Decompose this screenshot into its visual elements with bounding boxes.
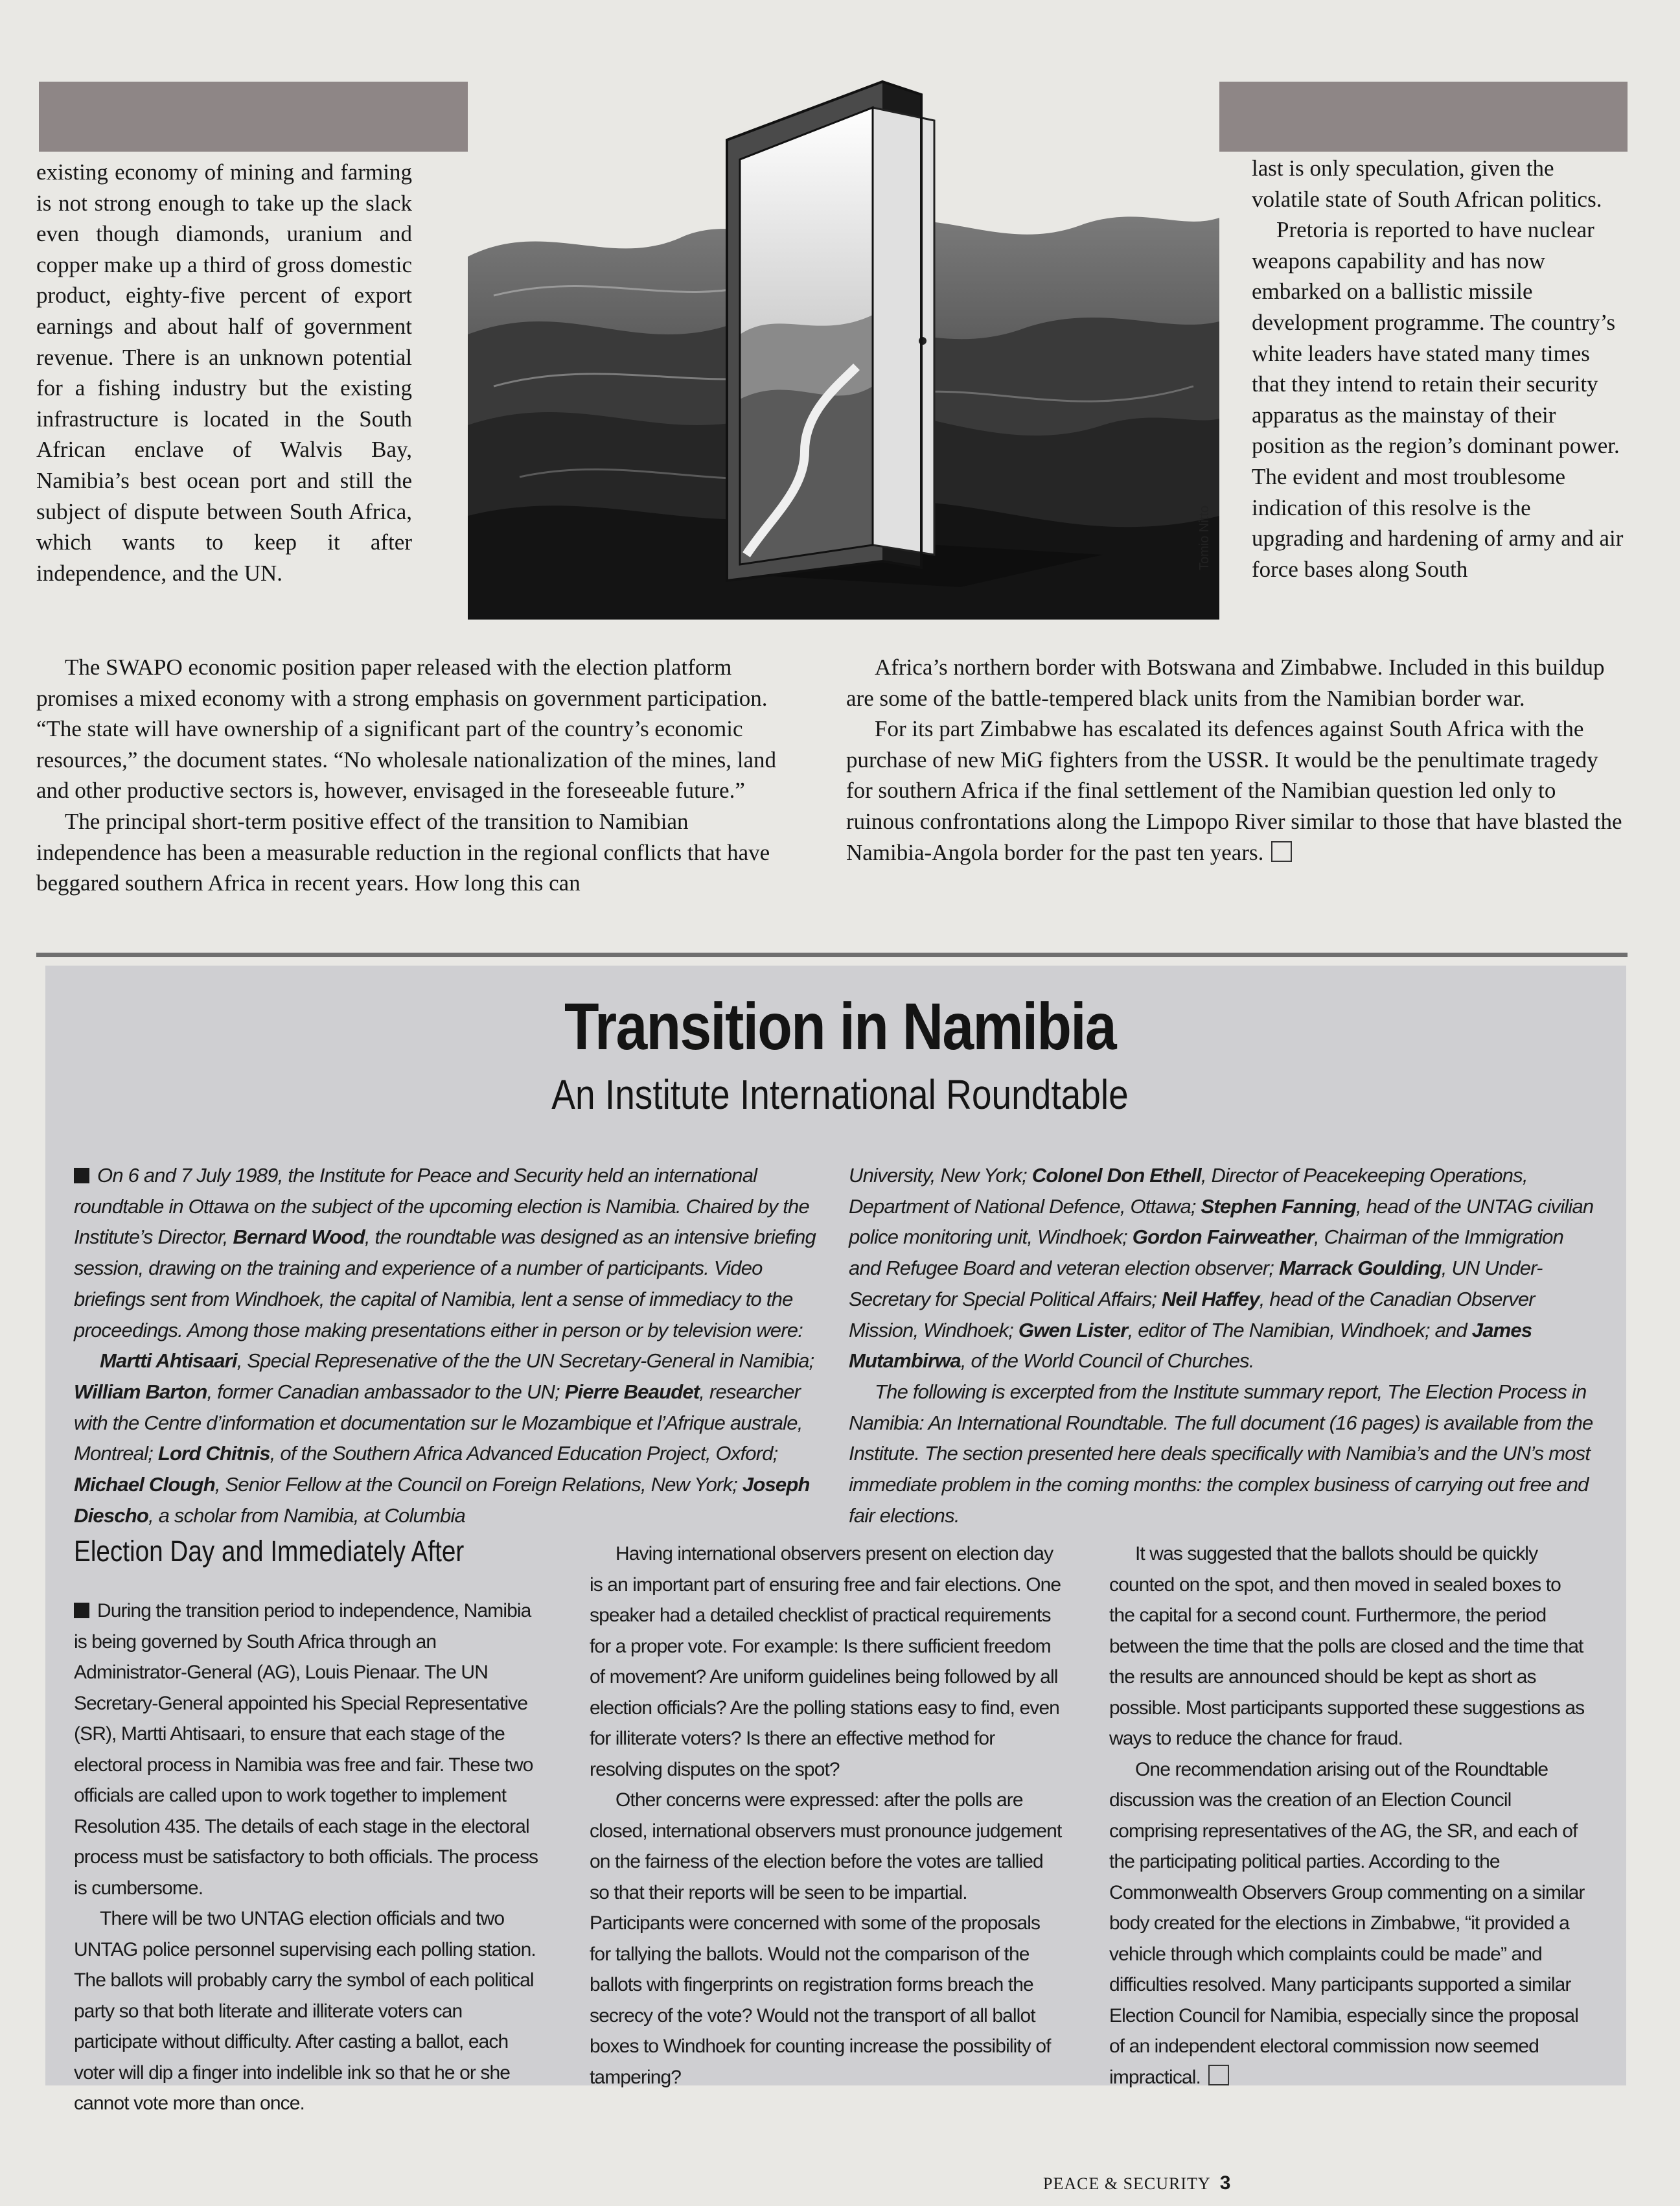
participant-description: , editor of The Namibian, Windhoek; and <box>1127 1318 1472 1341</box>
participant-name: Colonel Don Ethell <box>1031 1164 1201 1187</box>
paragraph: existing economy of mining and farming is not strong enough to take up the slack even though diamonds, uranium and copper make up a third of gross domestic product, eighty-five percent of export earnings and about half of government revenue. There is an unknown potential for a fishing industry but the existing infrastructure is located in the South African enclave of Walvis Bay, Namibia’s best ocean port and still the subject of dispute between South Africa, which wants to keep it after independence, and the UN. <box>36 159 412 586</box>
participant-description: , Senior Fellow at the Council on Foreign Relations, New York; <box>214 1473 742 1496</box>
intro-paragraph: The following is excerpted from the Institute summary report, The Election Process in Namibia: An International Roundtable. The full document (16 pages) is available from the Institute. The section presented here deals specifically with Namibia’s and the UN’s most immediate problem in the coming months: the complex business of carrying out free and fair elections. <box>849 1380 1593 1527</box>
participant-name: Neil Haffey <box>1161 1287 1260 1310</box>
paragraph-text: During the transition period to independence, Namibia is being governed by South Africa through an Administrator-General (AG), Louis Pienaar. The UN Secretary-General appointed his Special Representative (SR), Martti Ahtisaari, to ensure that each stage of the electoral process in Namibia was free and fair. These two officials are called upon to work together to implement Resolution 435. The details of each stage in the electoral process must be satisfactory to both officials. The process is cumbersome. <box>74 1600 538 1899</box>
paragraph: Africa’s northern border with Botswana and Zimbabwe. Included in this buildup are some of the battle-tempered black units from the Namibian border war. <box>846 655 1605 711</box>
article-column-top-right <box>1252 153 1628 585</box>
paragraph: Having international observers present on election day is an important part of ensuring free and fair elections. One speaker had a detailed checklist of practical requirements for a proper vote. For example: Is there sufficient freedom of movement? Are uniform guidelines being followed by all election officials? Are the polling stations easy to find, even for illiterate voters? Is there an effective method for resolving disputes on the spot? <box>590 1543 1061 1780</box>
paragraph-text: One recommendation arising out of the Roundtable discussion was the creation of an Election Council comprising representatives of the AG, the SR, and each of the participating political parties. According to the Commonwealth Observers Group commenting on a similar body created for the elections in Zimbabwe, “it provided a vehicle through which complaints could be made” and difficulties resolved. Many participants supported a similar Election Council for Namibia, especially since the proposal of an independent electoral commission now seemed impractical. <box>1109 1758 1585 2088</box>
participant-description: , UN Under-Secretary for Special Political Affairs; <box>849 1257 1543 1310</box>
intro-column-right <box>849 1160 1600 1531</box>
participant-name: Lord Chitnis <box>157 1442 270 1465</box>
feature-subtitle: An Institute International Roundtable <box>551 1071 1129 1118</box>
participant-description: , head of the Canadian Observer Mission, Windhoek; <box>849 1287 1535 1341</box>
paragraph-text: For its part Zimbabwe has escalated its defences against South Africa with the purchase of new MiG fighters from the USSR. It would be the penultimate tragedy for southern Africa if the final settlement of the Namibian question led only to ruinous confrontations along the Limpopo River similar to those that have blasted the Namibia-Angola border for the past ten years. <box>846 716 1622 865</box>
publication-name: PEACE & SECURITY <box>1043 2174 1211 2193</box>
participants-list-continued <box>849 1160 1600 1376</box>
article-column-bottom-right <box>846 652 1628 868</box>
participant-name: Pierre Beaudet <box>564 1380 700 1403</box>
participant-name: Stephen Fanning <box>1201 1194 1356 1218</box>
feature-column-1 <box>74 1596 540 2119</box>
square-bullet-icon <box>74 1168 89 1183</box>
participant-name: Gwen Lister <box>1018 1318 1128 1341</box>
participant-name: Marrack Goulding <box>1278 1257 1442 1280</box>
article-column-bottom-left <box>36 652 814 899</box>
paragraph <box>74 1596 540 1903</box>
intro-text: On 6 and 7 July 1989, the Institute for Peace and Security held an international roundtable in Ottawa on the subject of the upcoming election is Namibia. Chaired by the Institute’s Director, <box>74 1164 809 1249</box>
participant-name: William Barton <box>74 1380 207 1403</box>
paragraph: The SWAPO economic position paper released with the election platform promises a mixed economy with a strong emphasis on government participation. “The state will have ownership of a significant part of the country’s economic resources,” the document states. “No wholesale nationalization of the mines, land and other productive sectors is, however, envisaged in the foreseeable future.” <box>36 655 776 804</box>
participant-description: , Special Represenative of the the UN Secretary-General in Namibia; <box>236 1349 814 1373</box>
paragraph: Other concerns were expressed: after the polls are closed, international observers must pronounce judgement on the fairness of the election before the votes are tallied so that their reports will be seen to be impartial. Participants were concerned with some of the proposals for tallying the ballots. Would not the comparison of the ballots with fingerprints on registration forms breach the secrecy of the vote? Would not the transport of all ballot boxes to Windhoek for counting increase the possibility of tampering? <box>590 1789 1062 2088</box>
intro-text: , the roundtable was designed as an intensive briefing session, drawing on the training and experience of a number of participants. Video briefings sent from Windhoek, the capital of Namibia, lent a sense of immediacy to the proceedings. Among those making presentations either in person or by television were: <box>74 1225 816 1341</box>
chair-name: Bernard Wood <box>233 1225 365 1249</box>
intro-column-left <box>74 1160 819 1531</box>
participant-description: , Director of Peacekeeping Operations, Department of National Defence, Ottawa; <box>849 1164 1528 1218</box>
participant-description: , a scholar from Namibia, at Columbia <box>148 1504 465 1527</box>
feature-column-3 <box>1109 1538 1589 2093</box>
paragraph: There will be two UNTAG election officials and two UNTAG police personnel supervising each polling station. The ballots will probably carry the symbol of each political party so that both literate and illiterate voters can participate without difficulty. After casting a ballot, each voter will dip a finger into indelible ink so that he or she cannot vote more than once. <box>74 1908 536 2114</box>
paragraph <box>846 714 1628 868</box>
door-in-desert-illustration <box>468 62 1219 620</box>
paragraph: It was suggested that the ballots should be quickly counted on the spot, and then moved in sealed boxes to the capital for a second count. Furthermore, the period between the time that the polls are closed and the time that the results are announced should be kept as short as possible. Most participants supported these suggestions as ways to reduce the chance for fraud. <box>1109 1543 1585 1749</box>
participant-description: , of the Southern Africa Advanced Education Project, Oxford; <box>270 1442 778 1465</box>
square-bullet-icon <box>74 1603 89 1618</box>
participant-description: , Chairman of the Immigration and Refugee Board and veteran election observer; <box>849 1225 1564 1280</box>
paragraph <box>1109 1754 1589 2093</box>
participant-name: Martti Ahtisaari <box>100 1349 237 1373</box>
feature-title: Transition in Namibia <box>564 990 1116 1063</box>
intro-paragraph <box>74 1160 819 1345</box>
end-of-article-mark <box>1208 2065 1229 2085</box>
feature-column-2 <box>590 1538 1063 2093</box>
article-column-top-left <box>36 157 412 588</box>
paragraph: Pretoria is reported to have nuclear weapons capability and has now embarked on a ballistic missile development programme. The country’s white leaders have stated many times that they intend to retain their security apparatus as the mainstay of their position as the region’s dominant power. The evident and most troublesome indication of this resolve is the upgrading and hardening of army and air force bases along South <box>1252 217 1624 582</box>
participant-description: University, New York; <box>849 1164 1032 1187</box>
section-heading: Election Day and Immediately After <box>74 1535 465 1568</box>
page-footer <box>1043 2172 1231 2194</box>
participant-description: , head of the UNTAG civilian police monitoring unit, Windhoek; <box>849 1194 1594 1249</box>
participant-description: , of the World Council of Churches. <box>960 1349 1254 1373</box>
end-of-article-mark <box>1271 841 1292 862</box>
participants-list <box>74 1345 819 1531</box>
section-divider <box>36 953 1628 957</box>
participant-description: , researcher with the Centre d’information et documentation sur le Mozambique et l’Afrique australe, Montreal; <box>74 1380 803 1465</box>
participant-description: , former Canadian ambassador to the UN; <box>207 1380 565 1403</box>
paragraph: last is only speculation, given the volatile state of South African politics. <box>1252 156 1602 212</box>
participant-name: Michael Clough <box>74 1473 215 1496</box>
participant-name: Gordon Fairweather <box>1132 1225 1314 1249</box>
illustration-credit: Tomio Nitto <box>1197 505 1212 570</box>
participant-name: James Mutambirwa <box>849 1318 1532 1373</box>
paragraph: The principal short-term positive effect of the transition to Namibian independence has been a measurable reduction in the regional conflicts that have beggared southern Africa in recent years. How long this can <box>36 808 770 896</box>
page-number: 3 <box>1219 2172 1232 2194</box>
participant-name: Joseph Diescho <box>74 1473 810 1527</box>
